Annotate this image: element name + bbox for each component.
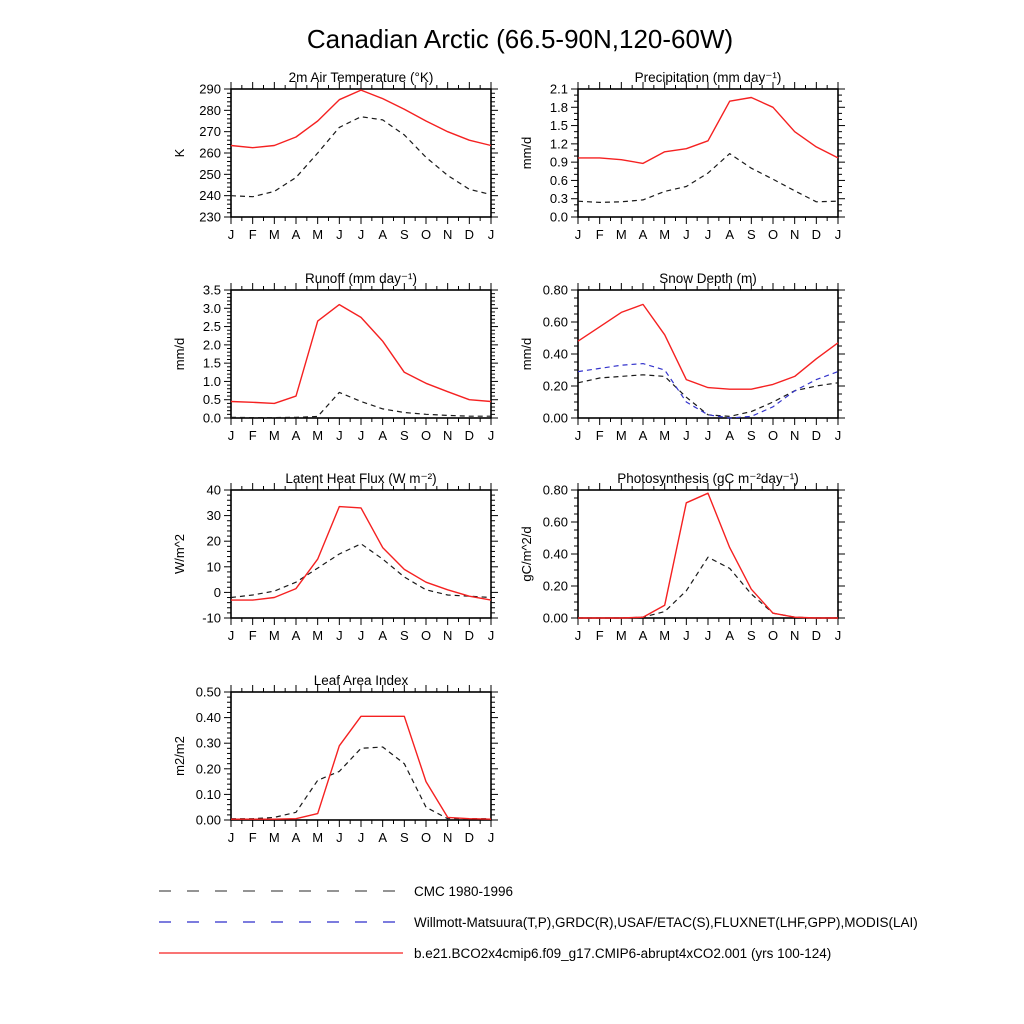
x-tick-label: N	[442, 628, 453, 643]
y-tick-label: 0.6	[549, 172, 568, 188]
y-tick-label: 2.1	[549, 81, 568, 97]
x-tick-label: M	[268, 428, 280, 443]
x-tick-label: A	[291, 830, 301, 845]
x-tick-label: J	[336, 628, 343, 643]
x-tick-label: J	[357, 227, 365, 242]
y-tick-label: 0.00	[542, 610, 568, 626]
x-tick-label: S	[399, 830, 409, 845]
panel-precipitation	[519, 70, 845, 242]
x-tick-label: S	[399, 428, 409, 443]
x-tick-label: J	[357, 428, 365, 443]
x-tick-label: N	[789, 428, 800, 443]
x-tick-label: N	[789, 628, 800, 643]
panel-title: Snow Depth (m)	[659, 271, 757, 286]
y-tick-label: 0.50	[195, 684, 221, 700]
plot-frame	[578, 490, 838, 618]
y-tick-label: 0.10	[195, 786, 221, 802]
x-tick-label: D	[464, 227, 475, 242]
y-tick-label: 290	[199, 81, 221, 97]
series-line-obs-blue	[578, 364, 838, 418]
x-tick-label: J	[336, 428, 343, 443]
x-tick-label: J	[574, 428, 582, 443]
x-tick-label: M	[659, 428, 671, 443]
x-tick-label: J	[357, 830, 365, 845]
series-line-model	[578, 98, 838, 164]
y-axis-label: mm/d	[172, 337, 187, 371]
x-tick-label: J	[357, 628, 365, 643]
x-tick-label: J	[683, 227, 690, 242]
x-tick-label: A	[725, 628, 735, 643]
figure-title: Canadian Arctic (66.5-90N,120-60W)	[306, 24, 734, 54]
y-axis-label: gC/m^2/d	[519, 526, 534, 582]
series-line-obs-black	[578, 375, 838, 417]
y-tick-label: 0.40	[542, 546, 568, 562]
x-tick-label: D	[811, 428, 822, 443]
panel-photosynthesis	[519, 471, 845, 643]
x-tick-label: M	[659, 628, 671, 643]
panel-title: Leaf Area Index	[313, 673, 409, 688]
x-tick-label: F	[595, 428, 604, 443]
series-line-obs-black	[578, 557, 838, 618]
x-tick-label: N	[442, 227, 453, 242]
panel-title: 2m Air Temperature (°K)	[288, 70, 434, 85]
legend-label-model: b.e21.BCO2x4cmip6.f09_g17.CMIP6-abrupt4xCO2.001 (yrs 100-124)	[414, 945, 832, 961]
y-axis-label: mm/d	[519, 136, 534, 170]
legend-label-cmc: CMC 1980-1996	[414, 883, 514, 899]
x-tick-label: A	[378, 428, 388, 443]
y-tick-label: 0.3	[549, 191, 568, 207]
y-tick-label: 2.0	[202, 337, 221, 353]
y-tick-label: 240	[199, 188, 221, 204]
plot-frame	[231, 89, 491, 217]
x-tick-label: S	[746, 428, 756, 443]
y-tick-label: 0.0	[549, 209, 568, 225]
y-tick-label: 20	[206, 533, 221, 549]
x-tick-label: M	[268, 628, 280, 643]
series-line-obs-black	[231, 392, 491, 417]
x-tick-label: M	[312, 428, 324, 443]
panel-title: Latent Heat Flux (W m⁻²)	[285, 471, 437, 486]
x-tick-label: J	[487, 830, 495, 845]
x-tick-label: M	[659, 227, 671, 242]
x-tick-label: O	[767, 227, 779, 242]
legend-line-cmc-dashed	[158, 884, 404, 898]
panel-leaf-area-index	[172, 673, 498, 845]
x-tick-label: A	[638, 227, 648, 242]
legend-entry-cmc	[158, 883, 513, 899]
x-tick-label: J	[574, 227, 582, 242]
y-tick-label: 1.2	[549, 136, 568, 152]
x-tick-label: J	[704, 628, 712, 643]
panel-title: Precipitation (mm day⁻¹)	[634, 70, 782, 85]
x-tick-label: J	[227, 428, 235, 443]
x-tick-label: F	[248, 428, 257, 443]
x-tick-label: S	[399, 227, 409, 242]
x-tick-label: S	[746, 227, 756, 242]
series-line-model	[578, 493, 838, 618]
y-tick-label: 0.5	[202, 392, 221, 408]
x-tick-label: J	[704, 227, 712, 242]
x-tick-label: J	[227, 628, 235, 643]
x-tick-label: J	[227, 830, 235, 845]
y-tick-label: 260	[199, 145, 221, 161]
y-tick-label: 10	[206, 559, 221, 575]
legend-entry-model	[158, 945, 831, 961]
y-tick-label: 0.40	[542, 346, 568, 362]
x-tick-label: M	[268, 830, 280, 845]
y-tick-label: 1.5	[202, 355, 221, 371]
y-tick-label: 30	[206, 508, 221, 524]
series-line-obs-black	[231, 747, 491, 819]
x-tick-label: A	[291, 628, 301, 643]
x-tick-label: O	[767, 628, 779, 643]
y-tick-label: 0.9	[549, 154, 568, 170]
x-tick-label: A	[378, 628, 388, 643]
panel-runoff	[172, 271, 498, 443]
y-axis-label: mm/d	[519, 337, 534, 371]
y-tick-label: 3.0	[202, 300, 221, 316]
legend-line-willmott-dashed	[158, 915, 404, 929]
x-tick-label: J	[834, 428, 842, 443]
y-tick-label: 2.5	[202, 319, 221, 335]
plot-frame	[578, 290, 838, 418]
y-tick-label: 250	[199, 166, 221, 182]
y-tick-label: -10	[202, 610, 221, 626]
x-tick-label: S	[399, 628, 409, 643]
y-tick-label: 0.00	[195, 812, 221, 828]
series-line-obs-black	[231, 544, 491, 598]
x-tick-label: O	[420, 227, 432, 242]
x-tick-label: A	[291, 227, 301, 242]
panel-title: Photosynthesis (gC m⁻²day⁻¹)	[617, 471, 799, 486]
x-tick-label: N	[442, 830, 453, 845]
y-tick-label: 0.60	[542, 314, 568, 330]
y-tick-label: 0.30	[195, 735, 221, 751]
x-tick-label: A	[378, 227, 388, 242]
plot-frame	[231, 290, 491, 418]
x-tick-label: D	[464, 830, 475, 845]
panel-air-temperature	[172, 70, 498, 242]
x-tick-label: J	[574, 628, 582, 643]
x-tick-label: M	[268, 227, 280, 242]
y-tick-label: 230	[199, 209, 221, 225]
series-line-model	[231, 716, 491, 819]
x-tick-label: J	[336, 830, 343, 845]
y-tick-label: 0	[213, 584, 221, 600]
y-tick-label: 1.8	[549, 99, 568, 115]
x-tick-label: D	[811, 227, 822, 242]
x-tick-label: S	[746, 628, 756, 643]
panel-snow-depth	[519, 271, 845, 443]
x-tick-label: A	[291, 428, 301, 443]
plot-frame	[231, 692, 491, 820]
x-tick-label: D	[464, 628, 475, 643]
series-line-obs-black	[231, 117, 491, 197]
y-axis-label: m2/m2	[172, 736, 187, 776]
y-axis-label: W/m^2	[172, 533, 187, 575]
y-axis-label: K	[172, 148, 187, 158]
x-tick-label: J	[683, 628, 690, 643]
y-tick-label: 280	[199, 102, 221, 118]
x-tick-label: M	[615, 428, 627, 443]
x-tick-label: J	[704, 428, 712, 443]
x-tick-label: M	[615, 227, 627, 242]
x-tick-label: O	[420, 628, 432, 643]
x-tick-label: O	[420, 830, 432, 845]
y-tick-label: 0.0	[202, 410, 221, 426]
series-line-model	[231, 305, 491, 404]
x-tick-label: O	[767, 428, 779, 443]
x-tick-label: F	[595, 628, 604, 643]
series-line-obs-black	[578, 154, 838, 203]
x-tick-label: O	[420, 428, 432, 443]
y-tick-label: 0.80	[542, 482, 568, 498]
x-tick-label: F	[248, 830, 257, 845]
x-tick-label: J	[336, 227, 343, 242]
legend-entry-willmott	[158, 914, 918, 930]
x-tick-label: D	[464, 428, 475, 443]
x-tick-label: D	[811, 628, 822, 643]
y-tick-label: 1.5	[549, 118, 568, 134]
x-tick-label: N	[789, 227, 800, 242]
y-tick-label: 0.20	[542, 378, 568, 394]
series-line-model	[231, 507, 491, 600]
y-tick-label: 0.40	[195, 710, 221, 726]
x-tick-label: M	[312, 628, 324, 643]
x-tick-label: F	[248, 628, 257, 643]
y-tick-label: 0.20	[195, 761, 221, 777]
x-tick-label: J	[834, 227, 842, 242]
x-tick-label: A	[725, 428, 735, 443]
series-line-model	[231, 90, 491, 148]
y-tick-label: 3.5	[202, 282, 221, 298]
y-tick-label: 270	[199, 124, 221, 140]
legend-line-model-solid	[158, 946, 404, 960]
x-tick-label: A	[378, 830, 388, 845]
x-tick-label: J	[834, 628, 842, 643]
y-tick-label: 0.60	[542, 514, 568, 530]
x-tick-label: J	[487, 428, 495, 443]
x-tick-label: F	[595, 227, 604, 242]
panel-title: Runoff (mm day⁻¹)	[305, 271, 417, 286]
plot-frame	[578, 89, 838, 217]
x-tick-label: M	[615, 628, 627, 643]
y-tick-label: 0.00	[542, 410, 568, 426]
x-tick-label: J	[487, 227, 495, 242]
x-tick-label: J	[487, 628, 495, 643]
legend-label-willmott: Willmott-Matsuura(T,P),GRDC(R),USAF/ETAC(S),FLUXNET(LHF,GPP),MODIS(LAI)	[414, 914, 918, 930]
x-tick-label: N	[442, 428, 453, 443]
x-tick-label: A	[638, 428, 648, 443]
y-tick-label: 1.0	[202, 373, 221, 389]
x-tick-label: M	[312, 830, 324, 845]
x-tick-label: F	[248, 227, 257, 242]
x-tick-label: A	[638, 628, 648, 643]
y-tick-label: 0.80	[542, 282, 568, 298]
x-tick-label: A	[725, 227, 735, 242]
panel-latent-heat-flux	[172, 471, 498, 643]
x-tick-label: M	[312, 227, 324, 242]
y-tick-label: 0.20	[542, 578, 568, 594]
x-tick-label: J	[683, 428, 690, 443]
y-tick-label: 40	[206, 482, 221, 498]
x-tick-label: J	[227, 227, 235, 242]
